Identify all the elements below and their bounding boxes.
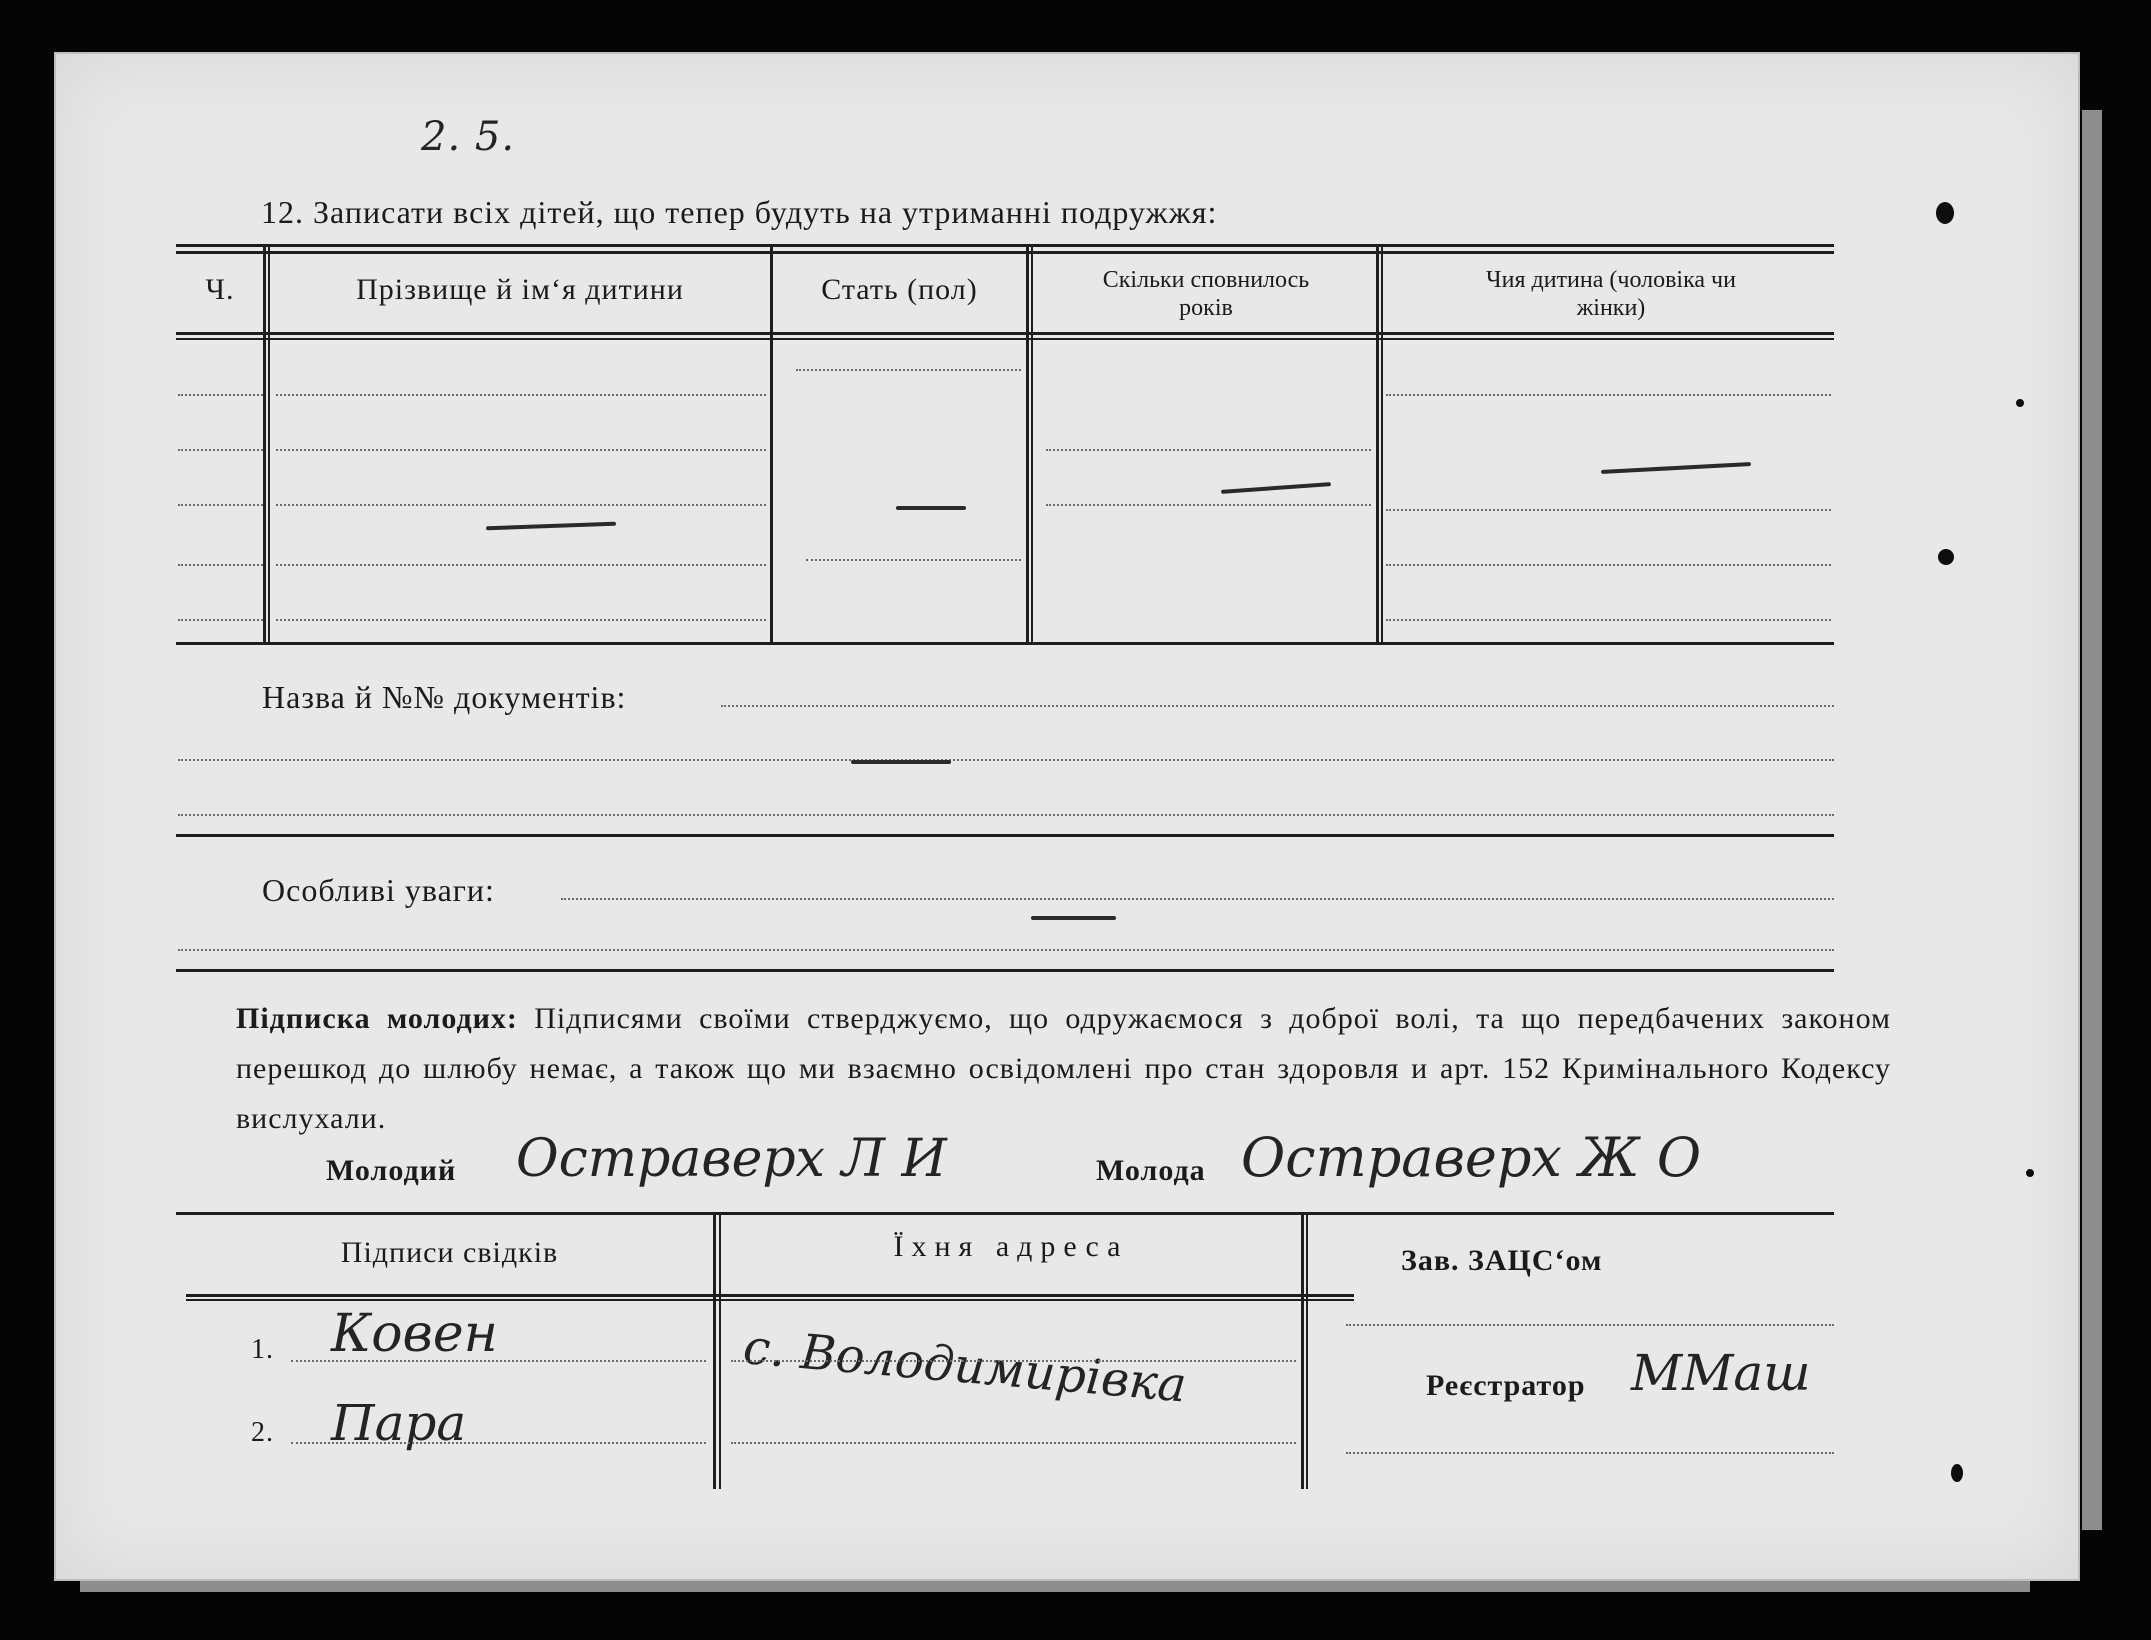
bride-signature: Остраверх Ж О: [1241, 1126, 1702, 1189]
binding-hole: [1936, 202, 1954, 224]
notes-label: Особливі уваги:: [262, 872, 495, 908]
registrar-label: Реєстратор: [1426, 1369, 1586, 1402]
binding-hole: [1938, 549, 1954, 565]
child-name-dash: [486, 522, 616, 531]
col-header-whose-child: Чия дитина (чоловіка чи жінки): [1486, 267, 1736, 321]
child-sex-dash: [896, 506, 966, 510]
witness-1-signature: Ковен: [331, 1304, 498, 1364]
registrar-signature: ММаш: [1631, 1344, 1811, 1402]
col-header-number: Ч.: [205, 273, 235, 306]
groom-signature: Остраверх Л И: [516, 1129, 947, 1189]
documents-dash: [851, 760, 951, 764]
declaration-paragraph: [236, 994, 1891, 1144]
page-stack-bottom-edge: [80, 1580, 2030, 1592]
children-section-title: 12. Записати всіх дітей, що тепер будуть на утриманні подружжя:: [261, 194, 1218, 230]
witness-2-signature: Пара: [331, 1394, 467, 1452]
witness-address: с. Володимирівка: [741, 1319, 1189, 1414]
col-header-child-name: Прізвище й ім‘я дитини: [356, 273, 684, 306]
declaration-text: Підписями своїми стверджуємо, що одружаємося з доброї волі, та що передбачених законом перешкод до шлюбу немає, а також що ми взаємно освідомлені про стан здоровля и арт. 152 Кримінального Кодексу вислухали.: [236, 1002, 1891, 1135]
witness-address-header: Їхня адреса: [893, 1230, 1129, 1263]
witness-signatures-header: Підписи свідків: [340, 1236, 559, 1269]
bride-label: Молода: [1096, 1154, 1206, 1187]
notes-dash: [1031, 916, 1116, 920]
binding-hole: [2016, 399, 2024, 407]
documents-label: Назва й №№ документів:: [262, 679, 627, 715]
page-mark: 2. 5.: [421, 114, 516, 160]
col-header-age: Скільки сповнилось років: [1102, 267, 1310, 321]
child-parent-dash: [1601, 462, 1751, 474]
child-age-dash: [1221, 482, 1331, 494]
page-stack-right-edge: [2082, 110, 2102, 1530]
registration-form-page: [54, 52, 2080, 1581]
zags-head-label: Зав. ЗАЦС‘ом: [1401, 1244, 1603, 1277]
witness-2-number: 2.: [251, 1417, 274, 1448]
col-header-sex: Стать (пол): [821, 273, 978, 306]
groom-label: Молодий: [326, 1154, 457, 1187]
binding-hole: [2026, 1169, 2034, 1177]
binding-hole: [1951, 1464, 1963, 1482]
declaration-heading: Підписка молодих:: [236, 1002, 518, 1035]
witness-1-number: 1.: [251, 1334, 274, 1365]
